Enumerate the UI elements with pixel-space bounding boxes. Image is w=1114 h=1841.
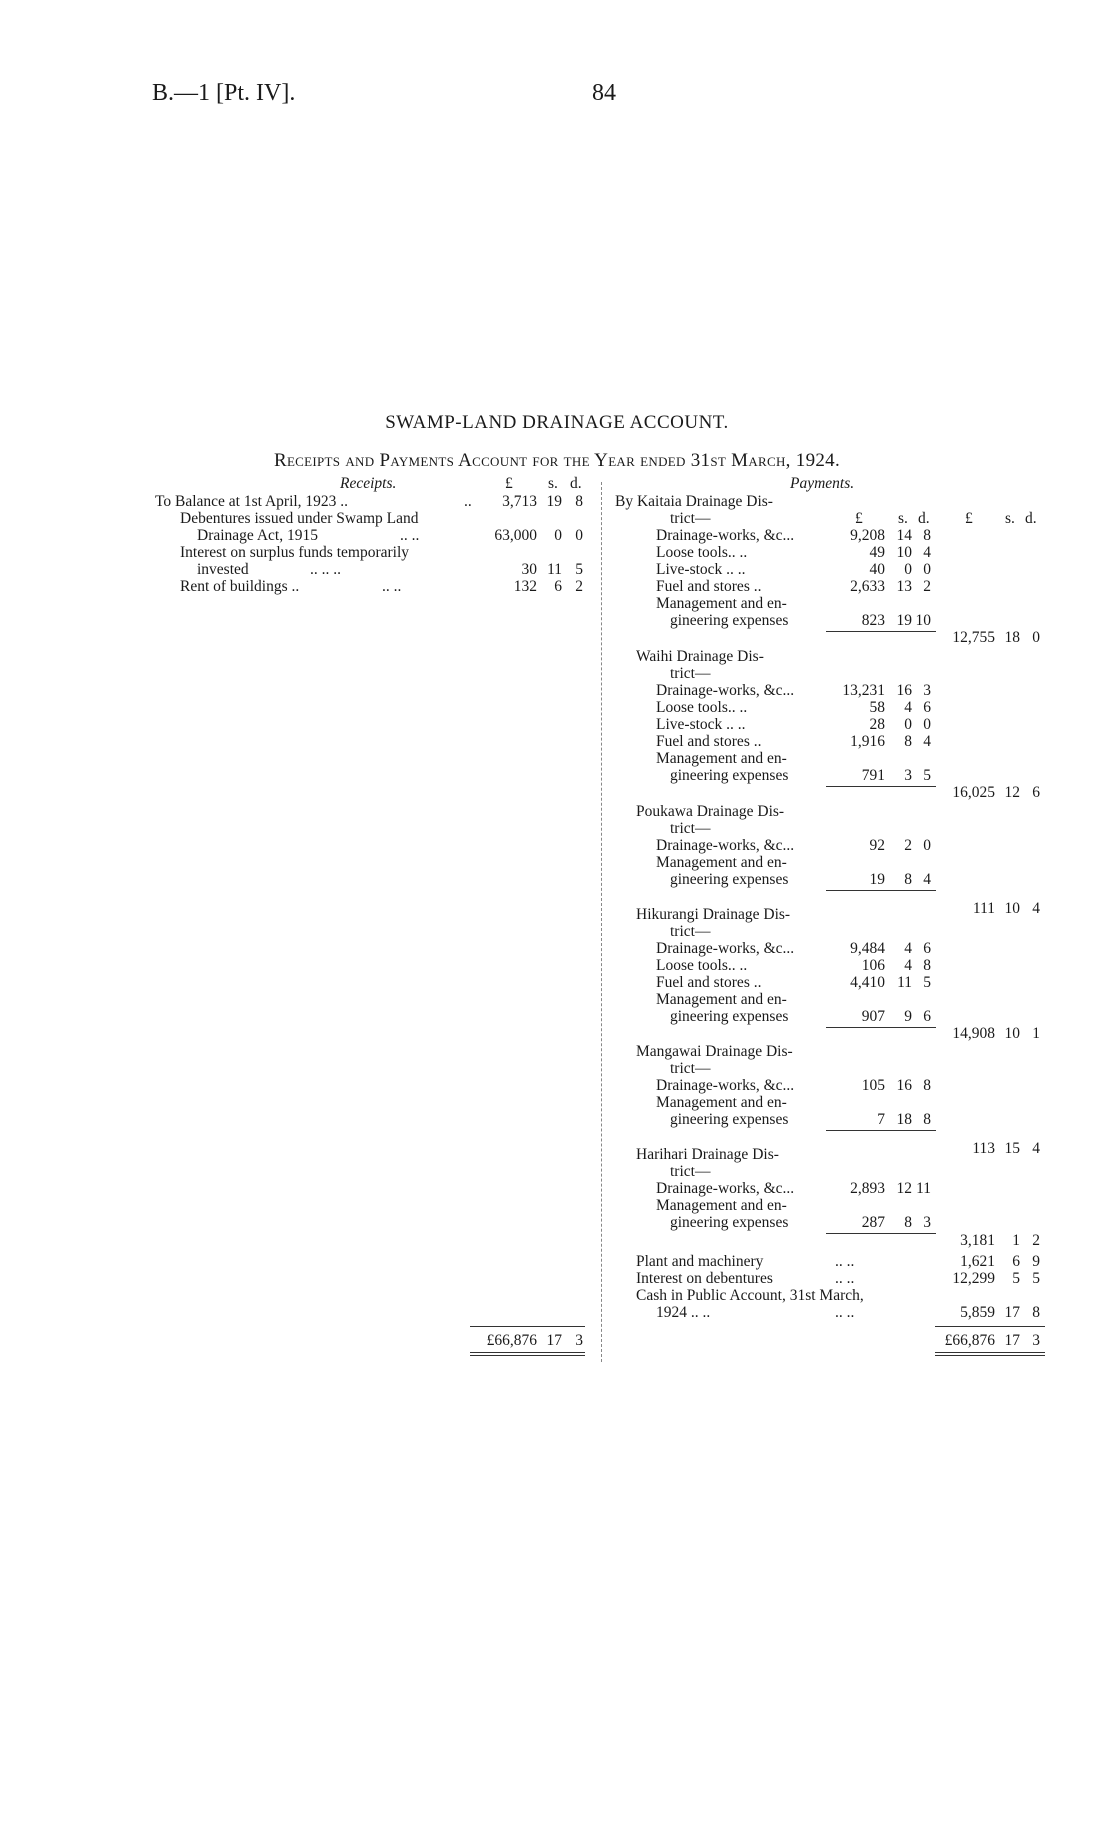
district-mangawai-item-pence: 8 <box>923 1077 931 1094</box>
receipts-total-pounds: £66,876 <box>486 1332 537 1349</box>
district-kaitaia-item-pence: 0 <box>923 561 931 578</box>
district-waihi-item-pounds: 13,231 <box>842 682 885 699</box>
district-mangawai-total-pence: 4 <box>1032 1140 1040 1157</box>
payment-cash-label: Cash in Public Account, 31st March, <box>636 1287 864 1304</box>
district-hikurangi-item-shillings: 4 <box>904 940 912 957</box>
district-kaitaia-item-label: Drainage-works, &c... <box>656 527 795 544</box>
district-kaitaia-item-shillings: 0 <box>904 561 912 578</box>
district-hikurangi-mgmt-pounds: 907 <box>861 1008 885 1025</box>
district-waihi-item-pounds: 28 <box>869 716 885 733</box>
payment-interest-pence: 5 <box>1032 1270 1040 1287</box>
payments-outer-col-shillings: s. <box>1005 510 1015 527</box>
district-hikurangi-mgmt-label: Management and en- <box>656 991 787 1008</box>
district-harihari-mgmt-label-cont: gineering expenses <box>670 1214 789 1231</box>
payment-plant-shillings: 6 <box>1012 1253 1020 1270</box>
receipt-debentures-shillings: 0 <box>554 527 562 544</box>
district-poukawa-mgmt-shillings: 8 <box>904 871 912 888</box>
payments-inner-col-pounds: £ <box>855 510 863 527</box>
district-hikurangi-item-label: Loose tools.. .. <box>656 957 748 974</box>
receipt-balance-shillings: 19 <box>546 493 562 510</box>
district-mangawai-mgmt-pounds: 7 <box>877 1111 885 1128</box>
district-hikurangi-mgmt-shillings: 9 <box>904 1008 912 1025</box>
district-hikurangi-item-label: Drainage-works, &c... <box>656 940 795 957</box>
district-kaitaia-item-pounds: 9,208 <box>850 527 885 544</box>
district-poukawa-name-cont: trict— <box>670 820 711 837</box>
district-kaitaia-item-pence: 2 <box>923 578 931 595</box>
payment-plant-label: Plant and machinery <box>636 1253 764 1270</box>
district-hikurangi-item-pounds: 4,410 <box>850 974 885 991</box>
district-waihi-item-shillings: 4 <box>904 699 912 716</box>
district-hikurangi-mgmt-pence: 6 <box>923 1008 931 1025</box>
district-harihari-name: Harihari Drainage Dis- <box>636 1146 779 1163</box>
district-kaitaia-item-label: Fuel and stores .. <box>656 578 762 595</box>
district-hikurangi-total-shillings: 10 <box>1004 1025 1020 1042</box>
receipt-rent-pounds: 132 <box>513 578 537 595</box>
payment-plant-pounds: 1,621 <box>960 1253 995 1270</box>
receipts-total-shillings: 17 <box>546 1332 562 1349</box>
district-waihi-item-pence: 6 <box>923 699 931 716</box>
payments-total-pounds: £66,876 <box>944 1332 995 1349</box>
district-kaitaia-item-pence: 4 <box>923 544 931 561</box>
payments-heading: Payments. <box>790 475 855 492</box>
district-waihi-item-shillings: 0 <box>904 716 912 733</box>
district-hikurangi-item-pounds: 9,484 <box>850 940 885 957</box>
district-harihari-mgmt-label: Management and en- <box>656 1197 787 1214</box>
district-waihi-mgmt-label-cont: gineering expenses <box>670 767 789 784</box>
district-hikurangi-mgmt-label-cont: gineering expenses <box>670 1008 789 1025</box>
district-kaitaia-name-cont: trict— <box>670 510 711 527</box>
payment-plant-dots: .. .. <box>835 1253 855 1270</box>
district-waihi-mgmt-pounds: 791 <box>861 767 885 784</box>
district-poukawa-total-shillings: 10 <box>1004 900 1020 917</box>
district-waihi-item-label: Fuel and stores .. <box>656 733 762 750</box>
district-mangawai-mgmt-shillings: 18 <box>896 1111 912 1128</box>
district-waihi-item-pence: 4 <box>923 733 931 750</box>
district-kaitaia-total-pounds: 12,755 <box>952 629 995 646</box>
district-hikurangi-total-pounds: 14,908 <box>952 1025 995 1042</box>
payments-inner-col-shillings: s. <box>898 510 908 527</box>
district-harihari-item-pence: 11 <box>916 1180 931 1197</box>
payment-interest-pounds: 12,299 <box>952 1270 995 1287</box>
district-waihi-name-cont: trict— <box>670 665 711 682</box>
payment-interest-shillings: 5 <box>1012 1270 1020 1287</box>
district-kaitaia-mgmt-pence: 10 <box>915 612 931 629</box>
receipt-debentures-dots: .. .. <box>400 527 420 544</box>
district-mangawai-total-pounds: 113 <box>972 1140 995 1157</box>
account-subtitle: Receipts and Payments Account for the Year ended 31st March, 1924. <box>273 450 841 471</box>
payment-interest-label: Interest on debentures <box>636 1270 773 1287</box>
district-mangawai-mgmt-label-cont: gineering expenses <box>670 1111 789 1128</box>
district-harihari-total-shillings: 1 <box>1012 1232 1020 1249</box>
district-waihi-item-shillings: 8 <box>904 733 912 750</box>
payments-total-double-rule <box>935 1352 1045 1356</box>
payment-plant-pence: 9 <box>1032 1253 1040 1270</box>
district-poukawa-item-shillings: 2 <box>904 837 912 854</box>
district-harihari-name-cont: trict— <box>670 1163 711 1180</box>
district-poukawa-item-pounds: 92 <box>869 837 885 854</box>
district-hikurangi-item-shillings: 11 <box>897 974 912 991</box>
district-mangawai-item-shillings: 16 <box>896 1077 912 1094</box>
receipt-interest-label-cont: invested <box>197 561 249 578</box>
receipt-rent-shillings: 6 <box>554 578 562 595</box>
district-mangawai-mgmt-pence: 8 <box>923 1111 931 1128</box>
receipt-debentures-label: Debentures issued under Swamp Land <box>180 510 419 527</box>
district-kaitaia-item-shillings: 13 <box>896 578 912 595</box>
district-hikurangi-item-pounds: 106 <box>861 957 885 974</box>
receipt-interest-pence: 5 <box>575 561 583 578</box>
district-waihi-item-label: Loose tools.. .. <box>656 699 748 716</box>
district-waihi-item-pence: 0 <box>923 716 931 733</box>
receipts-total-double-rule <box>470 1352 585 1356</box>
district-kaitaia-item-shillings: 14 <box>896 527 912 544</box>
payments-total-shillings: 17 <box>1004 1332 1020 1349</box>
district-harihari-mgmt-shillings: 8 <box>904 1214 912 1231</box>
district-kaitaia-name: By Kaitaia Drainage Dis- <box>615 493 773 510</box>
district-hikurangi-item-label: Fuel and stores .. <box>656 974 762 991</box>
district-kaitaia-item-label: Loose tools.. .. <box>656 544 748 561</box>
receipt-interest-label: Interest on surplus funds temporarily <box>180 544 410 561</box>
column-divider <box>601 482 602 1362</box>
district-poukawa-item-label: Drainage-works, &c... <box>656 837 795 854</box>
district-kaitaia-mgmt-pounds: 823 <box>861 612 885 629</box>
district-mangawai-mgmt-label: Management and en- <box>656 1094 787 1111</box>
district-kaitaia-item-pence: 8 <box>923 527 931 544</box>
district-mangawai-name: Mangawai Drainage Dis- <box>636 1043 793 1060</box>
payments-outer-col-pence: d. <box>1025 510 1037 527</box>
district-kaitaia-item-shillings: 10 <box>896 544 912 561</box>
district-waihi-item-shillings: 16 <box>896 682 912 699</box>
district-waihi-item-label: Live-stock .. .. <box>656 716 746 733</box>
receipts-col-shillings: s. <box>548 475 558 492</box>
payments-outer-col-pounds: £ <box>965 510 973 527</box>
district-mangawai-item-label: Drainage-works, &c... <box>656 1077 795 1094</box>
district-harihari-item-shillings: 12 <box>896 1180 912 1197</box>
district-waihi-item-label: Drainage-works, &c... <box>656 682 795 699</box>
district-kaitaia-mgmt-label: Management and en- <box>656 595 787 612</box>
district-mangawai-subtotal-rule <box>826 1130 936 1131</box>
district-mangawai-item-pounds: 105 <box>861 1077 885 1094</box>
payments-total-rule <box>935 1326 1045 1327</box>
district-harihari-total-pence: 2 <box>1032 1232 1040 1249</box>
payment-cash-pence: 8 <box>1032 1304 1040 1321</box>
district-hikurangi-item-pence: 6 <box>923 940 931 957</box>
district-poukawa-total-pence: 4 <box>1032 900 1040 917</box>
district-waihi-mgmt-label: Management and en- <box>656 750 787 767</box>
receipt-balance-pounds: 3,713 <box>502 493 537 510</box>
district-hikurangi-item-pence: 8 <box>923 957 931 974</box>
district-kaitaia-total-shillings: 18 <box>1004 629 1020 646</box>
receipt-balance-pence: 8 <box>575 493 583 510</box>
receipt-interest-dots: .. .. .. <box>310 561 341 578</box>
district-hikurangi-name: Hikurangi Drainage Dis- <box>636 906 791 923</box>
district-harihari-item-pounds: 2,893 <box>850 1180 885 1197</box>
district-kaitaia-item-pounds: 40 <box>869 561 885 578</box>
receipts-col-pounds: £ <box>505 475 513 492</box>
receipt-balance-label: To Balance at 1st April, 1923 .. <box>155 493 349 510</box>
district-hikurangi-name-cont: trict— <box>670 923 711 940</box>
district-waihi-item-pounds: 1,916 <box>850 733 885 750</box>
district-poukawa-mgmt-label-cont: gineering expenses <box>670 871 789 888</box>
district-poukawa-mgmt-pounds: 19 <box>869 871 885 888</box>
district-harihari-mgmt-pence: 3 <box>923 1214 931 1231</box>
receipts-col-pence: d. <box>570 475 582 492</box>
payment-cash-pounds: 5,859 <box>960 1304 995 1321</box>
district-kaitaia-mgmt-shillings: 19 <box>896 612 912 629</box>
district-waihi-name: Waihi Drainage Dis- <box>636 648 764 665</box>
receipt-rent-pence: 2 <box>575 578 583 595</box>
payment-cash-shillings: 17 <box>1004 1304 1020 1321</box>
receipt-debentures-pence: 0 <box>575 527 583 544</box>
district-kaitaia-item-pounds: 2,633 <box>850 578 885 595</box>
district-waihi-item-pence: 3 <box>923 682 931 699</box>
district-poukawa-total-pounds: 111 <box>972 900 995 917</box>
receipt-rent-dots: .. .. <box>382 578 402 595</box>
receipt-debentures-label-cont: Drainage Act, 1915 <box>197 527 318 544</box>
district-kaitaia-mgmt-label-cont: gineering expenses <box>670 612 789 629</box>
receipts-total-pence: 3 <box>575 1332 583 1349</box>
district-hikurangi-item-pence: 5 <box>923 974 931 991</box>
receipt-rent-label: Rent of buildings .. <box>180 578 300 595</box>
receipts-heading: Receipts. <box>340 475 397 492</box>
receipt-interest-shillings: 11 <box>547 561 562 578</box>
payment-interest-dots: .. .. <box>835 1270 855 1287</box>
payments-total-pence: 3 <box>1032 1332 1040 1349</box>
district-harihari-mgmt-pounds: 287 <box>861 1214 885 1231</box>
district-poukawa-subtotal-rule <box>826 890 936 891</box>
district-poukawa-mgmt-pence: 4 <box>923 871 931 888</box>
district-waihi-mgmt-shillings: 3 <box>904 767 912 784</box>
district-mangawai-name-cont: trict— <box>670 1060 711 1077</box>
district-kaitaia-item-label: Live-stock .. .. <box>656 561 746 578</box>
receipts-total-rule <box>470 1326 585 1327</box>
receipt-balance-dots: .. <box>464 493 472 510</box>
payment-cash-dots: .. .. <box>835 1304 855 1321</box>
district-poukawa-name: Poukawa Drainage Dis- <box>636 803 785 820</box>
district-poukawa-item-pence: 0 <box>923 837 931 854</box>
district-kaitaia-total-pence: 0 <box>1032 629 1040 646</box>
page-number: 84 <box>592 80 616 106</box>
district-waihi-item-pounds: 58 <box>869 699 885 716</box>
district-mangawai-total-shillings: 15 <box>1004 1140 1020 1157</box>
payments-inner-col-pence: d. <box>918 510 930 527</box>
district-harihari-item-label: Drainage-works, &c... <box>656 1180 795 1197</box>
district-waihi-mgmt-pence: 5 <box>923 767 931 784</box>
district-poukawa-mgmt-label: Management and en- <box>656 854 787 871</box>
district-waihi-total-shillings: 12 <box>1004 784 1020 801</box>
account-title: SWAMP-LAND DRAINAGE ACCOUNT. <box>385 412 729 433</box>
payment-cash-label-cont: 1924 .. .. <box>656 1304 711 1321</box>
receipt-interest-pounds: 30 <box>521 561 537 578</box>
district-harihari-total-pounds: 3,181 <box>960 1232 995 1249</box>
district-waihi-total-pounds: 16,025 <box>952 784 995 801</box>
receipt-debentures-pounds: 63,000 <box>494 527 537 544</box>
district-waihi-total-pence: 6 <box>1032 784 1040 801</box>
district-hikurangi-item-shillings: 4 <box>904 957 912 974</box>
district-hikurangi-total-pence: 1 <box>1032 1025 1040 1042</box>
district-kaitaia-item-pounds: 49 <box>869 544 885 561</box>
document-reference: B.—1 [Pt. IV]. <box>152 80 296 106</box>
